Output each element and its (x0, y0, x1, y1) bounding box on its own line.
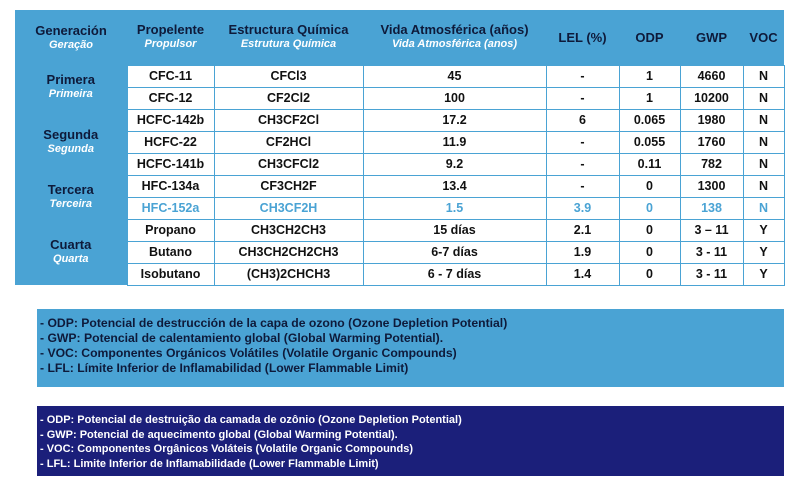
table-row (15, 219, 784, 241)
cell-voc: N (743, 153, 784, 175)
cell-gwp: 138 (680, 197, 743, 219)
cell-lel: 1.4 (546, 263, 619, 285)
table-row (15, 131, 784, 153)
cell-voc: N (743, 175, 784, 197)
cell-propellant: HFC-134a (127, 175, 214, 197)
generation-es: Primera (46, 72, 95, 87)
cell-propellant: Butano (127, 241, 214, 263)
cell-odp: 0.065 (619, 109, 680, 131)
cell-voc: N (743, 131, 784, 153)
header-propellant-pt: Propulsor (144, 38, 197, 51)
cell-life: 6-7 días (363, 241, 546, 263)
cell-odp: 0.11 (619, 153, 680, 175)
header-generation-pt: Geração (48, 38, 94, 51)
notes-portuguese-box (37, 406, 784, 476)
cell-structure: CF2Cl2 (214, 87, 363, 109)
cell-gwp: 1760 (680, 131, 743, 153)
cell-structure: CH3CH2CH2CH3 (214, 241, 363, 263)
table-row (15, 263, 784, 285)
cell-odp: 1 (619, 65, 680, 87)
generation-cell-second (15, 109, 127, 175)
cell-odp: 0 (619, 263, 680, 285)
table-row (15, 153, 784, 175)
cell-voc: N (743, 109, 784, 131)
cell-propellant: CFC-11 (127, 65, 214, 87)
cell-life: 9.2 (363, 153, 546, 175)
table-row (15, 87, 784, 109)
cell-life: 6 - 7 días (363, 263, 546, 285)
cell-life: 13.4 (363, 175, 546, 197)
cell-lel: - (546, 131, 619, 153)
generation-cell-fourth (15, 219, 127, 285)
header-life (363, 10, 546, 65)
cell-lel: 6 (546, 109, 619, 131)
cell-odp: 0 (619, 197, 680, 219)
note-line: - ODP: Potencial de destrucción de la capa de ozono (Ozone Depletion Potential) (40, 316, 508, 330)
cell-odp: 0.055 (619, 131, 680, 153)
generation-cell-first (15, 65, 127, 109)
header-structure-es: Estructura Química (228, 22, 349, 38)
generation-es: Cuarta (50, 237, 92, 252)
notes-spanish-box (37, 309, 784, 387)
cell-gwp: 10200 (680, 87, 743, 109)
cell-gwp: 1300 (680, 175, 743, 197)
generation-pt: Terceira (49, 198, 92, 210)
table-row (15, 241, 784, 263)
header-voc: VOC (743, 10, 784, 65)
cell-odp: 0 (619, 219, 680, 241)
cell-gwp: 4660 (680, 65, 743, 87)
cell-life: 11.9 (363, 131, 546, 153)
cell-life: 15 días (363, 219, 546, 241)
cell-gwp: 1980 (680, 109, 743, 131)
cell-odp: 1 (619, 87, 680, 109)
header-gwp: GWP (680, 10, 743, 65)
table-row-highlighted (15, 197, 784, 219)
cell-voc: Y (743, 241, 784, 263)
header-propellant-es: Propelente (136, 22, 205, 38)
propellant-table (15, 10, 785, 286)
note-line: - GWP: Potencial de calentamiento global (Global Warming Potential). (40, 331, 444, 345)
generation-pt: Segunda (47, 143, 94, 155)
cell-lel: - (546, 65, 619, 87)
header-generation-es: Generación (35, 22, 107, 38)
header-structure (214, 10, 363, 65)
generation-es: Segunda (43, 127, 99, 142)
generation-pt: Primeira (48, 88, 93, 100)
cell-voc: N (743, 197, 784, 219)
cell-lel: 3.9 (546, 197, 619, 219)
cell-structure: CH3CH2CH3 (214, 219, 363, 241)
cell-odp: 0 (619, 175, 680, 197)
header-odp: ODP (619, 10, 680, 65)
cell-life: 17.2 (363, 109, 546, 131)
note-line: - LFL: Límite Inferior de Inflamabilidad (Lower Flammable Limit) (40, 361, 409, 375)
header-propellant (127, 10, 214, 65)
cell-lel: - (546, 175, 619, 197)
cell-structure: CFCl3 (214, 65, 363, 87)
cell-life: 45 (363, 65, 546, 87)
cell-propellant: HCFC-142b (127, 109, 214, 131)
cell-lel: - (546, 153, 619, 175)
cell-structure: CF3CH2F (214, 175, 363, 197)
header-generation (15, 10, 127, 65)
cell-life: 1.5 (363, 197, 546, 219)
generation-cell-third (15, 175, 127, 219)
cell-odp: 0 (619, 241, 680, 263)
cell-propellant: Propano (127, 219, 214, 241)
generation-es: Tercera (47, 182, 94, 197)
note-line: - GWP: Potencial de aquecimento global (Global Warming Potential). (40, 428, 398, 441)
cell-structure: (CH3)2CHCH3 (214, 263, 363, 285)
cell-structure: CH3CFCl2 (214, 153, 363, 175)
table-row (15, 65, 784, 87)
table-row (15, 109, 784, 131)
note-line: - VOC: Componentes Orgánicos Volátiles (Volatile Organic Compounds) (40, 346, 457, 360)
cell-life: 100 (363, 87, 546, 109)
cell-propellant: HCFC-22 (127, 131, 214, 153)
cell-gwp: 782 (680, 153, 743, 175)
cell-lel: 1.9 (546, 241, 619, 263)
cell-gwp: 3 – 11 (680, 219, 743, 241)
cell-structure: CH3CF2Cl (214, 109, 363, 131)
note-line: - VOC: Componentes Orgânicos Voláteis (Volatile Organic Compounds) (40, 443, 414, 455)
cell-propellant: CFC-12 (127, 87, 214, 109)
cell-gwp: 3 - 11 (680, 263, 743, 285)
note-line: - LFL: Limite Inferior de Inflamabilidade (Lower Flammable Limit) (40, 457, 379, 470)
cell-voc: N (743, 87, 784, 109)
header-life-es: Vida Atmosférica (años) (380, 22, 529, 38)
cell-lel: 2.1 (546, 219, 619, 241)
header-lel: LEL (%) (546, 10, 619, 65)
header-life-pt: Vida Atmosférica (anos) (391, 38, 518, 51)
cell-voc: Y (743, 263, 784, 285)
cell-propellant: HCFC-141b (127, 153, 214, 175)
table-header-row (15, 10, 784, 65)
cell-voc: N (743, 65, 784, 87)
cell-propellant: HFC-152a (127, 197, 214, 219)
table-row (15, 175, 784, 197)
cell-lel: - (546, 87, 619, 109)
cell-voc: Y (743, 219, 784, 241)
generation-pt: Quarta (53, 253, 89, 265)
propellant-table-panel (15, 10, 784, 285)
cell-gwp: 3 - 11 (680, 241, 743, 263)
cell-structure: CF2HCl (214, 131, 363, 153)
cell-structure: CH3CF2H (214, 197, 363, 219)
note-line: - ODP: Potencial de destruição da camada de ozônio (Ozone Depletion Potential) (40, 414, 462, 426)
header-structure-pt: Estrutura Química (240, 38, 337, 51)
cell-propellant: Isobutano (127, 263, 214, 285)
